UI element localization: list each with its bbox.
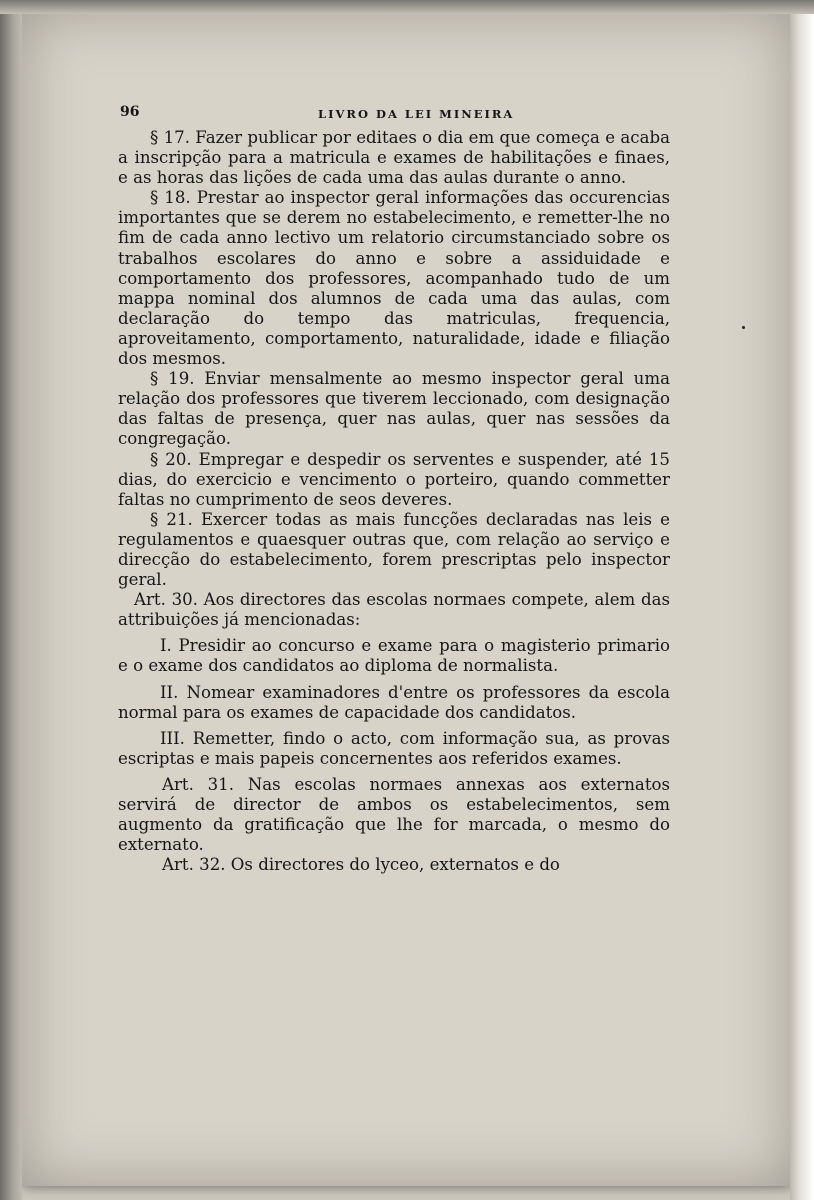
paragraph-item-i: I. Presidir ao concurso e exame para o magisterio primario e o exame dos candidatos ao diploma de normalista. xyxy=(118,636,670,676)
running-header xyxy=(118,102,670,128)
paragraph-art31: Art. 31. Nas escolas normaes annexas aos externatos servirá de director de ambos os estabelecimentos, sem augmento da gratificação que lhe for marcada, o mesmo do externato. xyxy=(118,774,670,855)
paragraph-item-ii: II. Nomear examinadores d'entre os professores da escola normal para os exames de capacidade dos candidatos. xyxy=(118,682,670,722)
ink-speck xyxy=(742,326,745,329)
top-shadow xyxy=(0,0,814,14)
paragraph-item-iii: III. Remetter, findo o acto, com informação sua, as provas escriptas e mais papeis concernentes aos referidos exames. xyxy=(118,728,670,768)
paragraph-s21: § 21. Exercer todas as mais funcções declaradas nas leis e regulamentos e quaesquer outras que, com relação ao serviço e direcção do estabelecimento, forem prescriptas pelo inspector geral. xyxy=(118,509,670,590)
binding-shadow xyxy=(0,0,22,1200)
paragraph-s20: § 20. Empregar e despedir os serventes e suspender, até 15 dias, do exercicio e vencimento o porteiro, quando commetter faltas no cumprimento de seos deveres. xyxy=(118,449,670,509)
paragraph-s17: § 17. Fazer publicar por editaes o dia em que começa e acaba a inscripção para a matricula e exames de habilitações e finaes, e as horas das lições de cada uma das aulas durante o anno. xyxy=(118,128,670,188)
page-edge xyxy=(790,0,814,1200)
running-title: LIVRO DA LEI MINEIRA xyxy=(318,107,515,121)
paragraph-art32: Art. 32. Os directores do lyceo, externatos e do xyxy=(162,855,560,875)
page-number: 96 xyxy=(120,104,140,120)
page-content xyxy=(118,102,670,875)
paragraph-s19: § 19. Enviar mensalmente ao mesmo inspector geral uma relação dos professores que tiverem leccionado, com designação das faltas de presença, quer nas aulas, quer nas sessões da congregação. xyxy=(118,369,670,449)
paragraph-art30: Art. 30. Aos directores das escolas normaes compete, alem das attribuições já mencionadas: xyxy=(118,590,670,630)
paragraph-s18: § 18. Prestar ao inspector geral informações das occurencias importantes que se derem no estabelecimento, e remetter-lhe no fim de cada anno lectivo um relatorio circumstanciado sobre os trabalhos escolares do anno e sobre a assiduidade e comportamento dos professores, acompanhado tudo de um mappa nominal dos alumnos de cada uma das aulas, com declaração do tempo das matriculas, frequencia, aproveitamento, comportamento, naturalidade, idade e filiação dos mesmos. xyxy=(118,188,670,369)
